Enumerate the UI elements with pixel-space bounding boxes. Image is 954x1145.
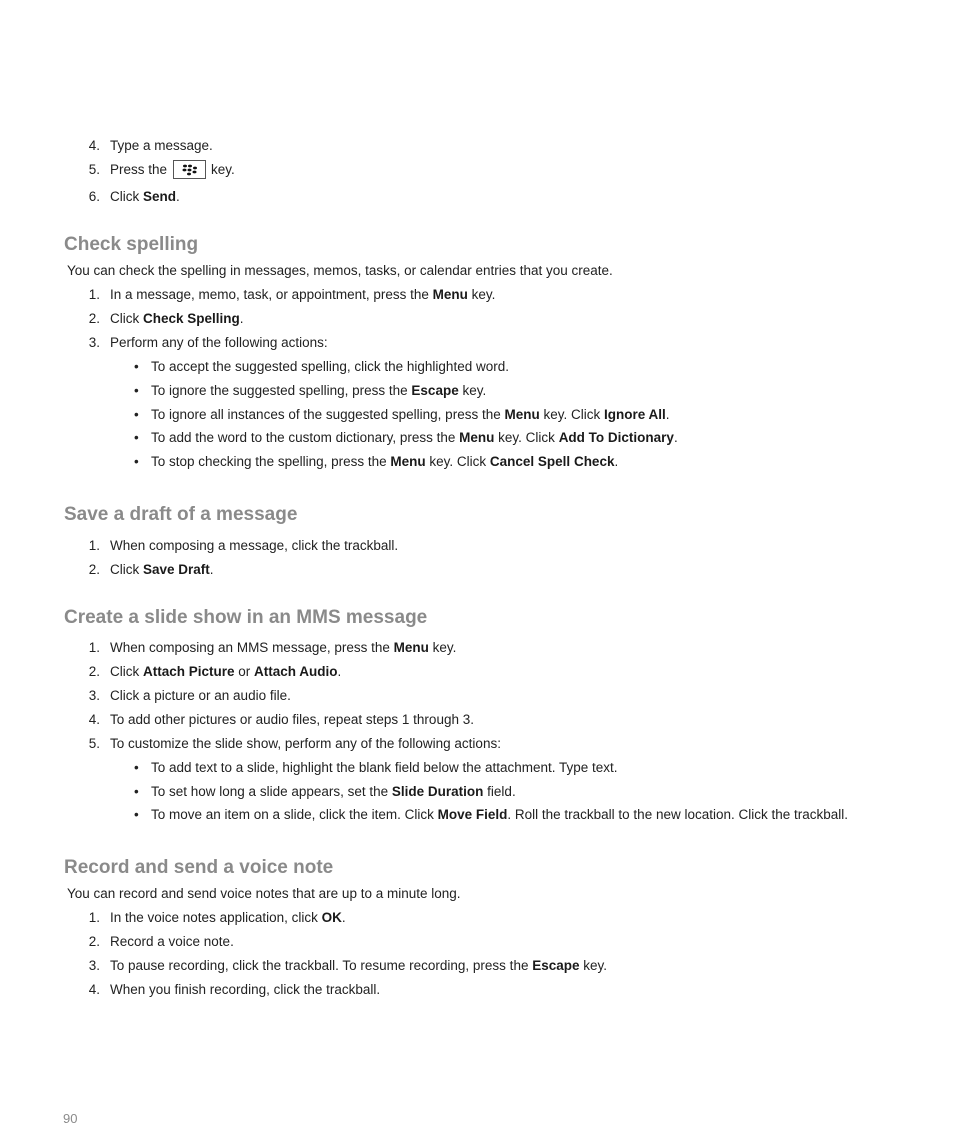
list-item (0, 535, 954, 557)
ui-term: Save Draft (143, 562, 210, 577)
bullet-icon: • (134, 383, 139, 398)
step-text-part: Click (110, 664, 143, 679)
step-text-part: . (239, 311, 244, 326)
bullet-icon: • (134, 760, 139, 775)
step-number: 4. (88, 138, 100, 153)
step-number: 2. (88, 664, 100, 679)
step-number: 1. (88, 538, 100, 553)
step-number: 1. (88, 910, 100, 925)
ui-term: Attach Audio (254, 664, 338, 679)
bullet-text-part: key. (458, 383, 487, 398)
step-text-part: Click (110, 189, 143, 204)
ui-term: Add To Dictionary (558, 430, 674, 445)
step-number: 1. (88, 287, 100, 302)
bullet-item (0, 380, 954, 402)
ui-term: Ignore All (603, 407, 666, 422)
bullet-text-part: To ignore all instances of the suggested spelling, press the (151, 407, 505, 422)
bullet-text (151, 380, 486, 402)
ui-term: Slide Duration (391, 784, 484, 799)
step-text (110, 159, 235, 181)
step-text (110, 637, 456, 659)
ui-term: Menu (459, 430, 495, 445)
bullet-item (0, 427, 954, 449)
list-item (0, 931, 954, 953)
section-heading-check-spelling: Check spelling (64, 234, 199, 255)
step-text-part: In the voice notes application, click (110, 910, 322, 925)
bullet-text-part: key. Click (494, 430, 559, 445)
bullet-item (0, 781, 954, 803)
bullet-text (151, 404, 670, 426)
bullet-text-part: To ignore the suggested spelling, press the (151, 383, 412, 398)
list-item (0, 733, 954, 755)
step-number: 2. (88, 934, 100, 949)
bullet-icon: • (134, 430, 139, 445)
step-text-after: key. (211, 162, 235, 177)
list-item (0, 332, 954, 354)
list-item (0, 559, 954, 581)
list-item (0, 661, 954, 683)
step-text (110, 955, 607, 977)
step-text (110, 661, 341, 683)
list-item (0, 979, 954, 1001)
step-text: To customize the slide show, perform any of the following actions: (110, 736, 501, 751)
bullet-icon: • (134, 454, 139, 469)
list-item (0, 135, 954, 157)
step-number: 3. (88, 335, 100, 350)
bullet-item (0, 757, 954, 779)
step-text: Perform any of the following actions: (110, 335, 328, 350)
bullet-text-part: . (673, 430, 678, 445)
ui-term: Escape (411, 383, 459, 398)
step-text-part: key. (428, 640, 457, 655)
bullet-text-part: To set how long a slide appears, set the (151, 784, 392, 799)
bullet-icon: • (134, 359, 139, 374)
bullet-icon: • (134, 784, 139, 799)
blackberry-menu-key-icon (173, 160, 206, 179)
step-number: 3. (88, 958, 100, 973)
bullet-item (0, 356, 954, 378)
bullet-text-part: . (665, 407, 670, 422)
ui-term: OK (321, 910, 342, 925)
bullet-item (0, 451, 954, 473)
bullet-text: To add text to a slide, highlight the blank field below the attachment. Type text. (151, 760, 618, 775)
step-number: 4. (88, 982, 100, 997)
ui-term: Menu (504, 407, 540, 422)
section-heading-save-draft: Save a draft of a message (64, 504, 298, 525)
list-item (0, 284, 954, 306)
list-item (0, 637, 954, 659)
list-item (0, 685, 954, 707)
ui-term: Menu (390, 454, 426, 469)
step-number: 1. (88, 640, 100, 655)
ui-term: Move Field (437, 807, 508, 822)
bullet-item (0, 404, 954, 426)
bullet-item (0, 804, 954, 826)
ui-term: Escape (532, 958, 580, 973)
bullet-text (151, 451, 618, 473)
section-intro: You can check the spelling in messages, memos, tasks, or calendar entries that you create. (67, 263, 613, 278)
section-heading-slide-show: Create a slide show in an MMS message (64, 607, 428, 628)
ui-term: Cancel Spell Check (489, 454, 615, 469)
list-item (0, 709, 954, 731)
step-text-part: . (341, 910, 346, 925)
section-heading-voice-note: Record and send a voice note (64, 857, 334, 878)
bullet-text-part: . (614, 454, 619, 469)
step-text-part: Click (110, 311, 143, 326)
step-text-before: Press the (110, 162, 168, 177)
step-text-part: Click (110, 562, 143, 577)
list-item (0, 186, 954, 208)
step-text-part: key. (579, 958, 608, 973)
ui-term: Menu (393, 640, 429, 655)
page-number: 90 (63, 1111, 78, 1126)
list-item (0, 955, 954, 977)
step-text-part: . (337, 664, 342, 679)
step-text-part: key. (467, 287, 496, 302)
step-text-part: When composing an MMS message, press the (110, 640, 394, 655)
bullet-text-part: To move an item on a slide, click the item. Click (151, 807, 438, 822)
list-item (0, 907, 954, 929)
ui-term: Send (143, 189, 177, 204)
bullet-text-part: key. Click (539, 407, 604, 422)
bullet-icon: • (134, 807, 139, 822)
ui-term: Attach Picture (143, 664, 235, 679)
ui-term: Check Spelling (143, 311, 240, 326)
step-text: Record a voice note. (110, 934, 234, 949)
ui-term: Menu (432, 287, 468, 302)
bullet-text-part: To add the word to the custom dictionary, press the (151, 430, 460, 445)
step-text: When you finish recording, click the trackball. (110, 982, 381, 997)
step-text-part: In a message, memo, task, or appointment, press the (110, 287, 433, 302)
step-text (110, 186, 180, 208)
step-text (110, 308, 244, 330)
step-number: 4. (88, 712, 100, 727)
bullet-text (151, 781, 516, 803)
step-number: 5. (88, 162, 100, 177)
step-number: 3. (88, 688, 100, 703)
section-intro: You can record and send voice notes that are up to a minute long. (67, 886, 461, 901)
step-text-part: or (234, 664, 255, 679)
bullet-text-part: To stop checking the spelling, press the (151, 454, 391, 469)
bullet-text (151, 427, 678, 449)
step-number: 5. (88, 736, 100, 751)
step-text (110, 907, 346, 929)
step-number: 2. (88, 311, 100, 326)
bullet-text-part: field. (483, 784, 516, 799)
step-text: Type a message. (110, 138, 213, 153)
step-text: To add other pictures or audio files, repeat steps 1 through 3. (110, 712, 474, 727)
bullet-text-part: . Roll the trackball to the new location. Click the trackball. (507, 807, 849, 822)
bullet-text: To accept the suggested spelling, click the highlighted word. (151, 359, 509, 374)
bullet-icon: • (134, 407, 139, 422)
step-text: Click a picture or an audio file. (110, 688, 291, 703)
step-number: 6. (88, 189, 100, 204)
step-text-part: . (176, 189, 180, 204)
bullet-text-part: key. Click (425, 454, 490, 469)
step-text-part: . (209, 562, 214, 577)
step-text: When composing a message, click the trackball. (110, 538, 399, 553)
list-item (0, 308, 954, 330)
step-text (110, 284, 495, 306)
step-number: 2. (88, 562, 100, 577)
step-text (110, 559, 214, 581)
bullet-text (151, 804, 848, 826)
step-text-part: To pause recording, click the trackball. To resume recording, press the (110, 958, 533, 973)
list-item (0, 159, 954, 181)
